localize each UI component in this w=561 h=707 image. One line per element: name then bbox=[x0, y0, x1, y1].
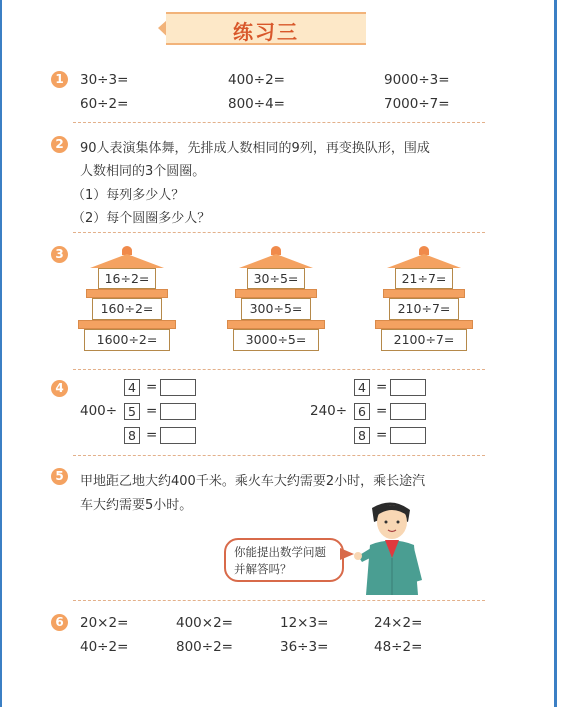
ex6-item: 24×2= bbox=[374, 615, 423, 631]
tier-label: 30÷5= bbox=[253, 271, 299, 286]
ex6-item: 12×3= bbox=[280, 615, 329, 631]
pagoda-roof bbox=[239, 254, 313, 268]
ex4-left-divisor: 8 bbox=[124, 427, 140, 444]
ex4-right-divisor: 8 bbox=[354, 427, 370, 444]
equals-sign: = bbox=[146, 427, 158, 443]
pagoda-roof bbox=[387, 254, 461, 268]
exercise-5-number: 5 bbox=[51, 468, 68, 485]
pagoda-2 bbox=[221, 246, 331, 366]
page-frame-left bbox=[0, 0, 2, 707]
tier-label: 1600÷2= bbox=[96, 332, 158, 347]
answer-blank[interactable] bbox=[390, 427, 426, 444]
tier-label: 16÷2= bbox=[104, 271, 150, 286]
exercise-6-number: 6 bbox=[51, 614, 68, 631]
exercise-3-number: 3 bbox=[51, 246, 68, 263]
ex6-item: 48÷2= bbox=[374, 639, 423, 655]
pagoda-tier bbox=[395, 268, 453, 289]
ex1-item: 7000÷7= bbox=[384, 96, 450, 112]
ex1-item: 800÷4= bbox=[228, 96, 285, 112]
page-frame-right bbox=[554, 0, 557, 707]
ex4-left-divisor: 4 bbox=[124, 379, 140, 396]
ex5-text-line1: 甲地距乙地大约400千米。乘火车大约需要2小时，乘长途汽 bbox=[80, 474, 426, 489]
ex6-item: 400×2= bbox=[176, 615, 233, 631]
pagoda-eave bbox=[86, 289, 168, 298]
pagoda-eave bbox=[375, 320, 473, 329]
ex1-item: 400÷2= bbox=[228, 72, 285, 88]
tier-label: 3000÷5= bbox=[245, 332, 307, 347]
exercise-2-number: 2 bbox=[51, 136, 68, 153]
equals-sign: = bbox=[376, 403, 388, 419]
separator bbox=[73, 369, 485, 370]
answer-blank[interactable] bbox=[160, 427, 196, 444]
answer-blank[interactable] bbox=[160, 379, 196, 396]
answer-blank[interactable] bbox=[390, 379, 426, 396]
tier-label: 21÷7= bbox=[401, 271, 447, 286]
pagoda-3 bbox=[369, 246, 479, 366]
ex4-left-divisor: 5 bbox=[124, 403, 140, 420]
ex1-item: 9000÷3= bbox=[384, 72, 450, 88]
answer-blank[interactable] bbox=[390, 403, 426, 420]
pagoda-tier bbox=[247, 268, 305, 289]
bubble-line2: 并解答吗？ bbox=[234, 562, 292, 576]
ex2-text-line2: 人数相同的3个圆圈。 bbox=[80, 164, 206, 179]
answer-blank[interactable] bbox=[160, 403, 196, 420]
ex6-item: 40÷2= bbox=[80, 639, 129, 655]
separator bbox=[73, 232, 485, 233]
speech-bubble bbox=[224, 538, 344, 582]
pagoda-tier bbox=[98, 268, 156, 289]
ex6-item: 20×2= bbox=[80, 615, 129, 631]
student-illustration bbox=[352, 500, 432, 595]
ex1-item: 30÷3= bbox=[80, 72, 129, 88]
ex1-item: 60÷2= bbox=[80, 96, 129, 112]
ex4-right-dividend: 240÷ bbox=[310, 403, 348, 419]
pagoda-tier bbox=[84, 329, 170, 351]
pagoda-eave bbox=[383, 289, 465, 298]
page-title: 练习三 bbox=[233, 20, 299, 44]
ex5-text-line2: 车大约需要5小时。 bbox=[80, 498, 193, 513]
equals-sign: = bbox=[146, 403, 158, 419]
tier-label: 2100÷7= bbox=[393, 332, 455, 347]
pagoda-tier bbox=[92, 298, 162, 320]
ex4-right-divisor: 6 bbox=[354, 403, 370, 420]
equals-sign: = bbox=[376, 427, 388, 443]
bubble-line1: 你能提出数学问题 bbox=[234, 545, 326, 559]
ex6-item: 36÷3= bbox=[280, 639, 329, 655]
separator bbox=[73, 455, 485, 456]
separator bbox=[73, 600, 485, 601]
ex2-question-1: （1）每列多少人？ bbox=[72, 188, 185, 203]
pagoda-tier bbox=[241, 298, 311, 320]
pagoda-tier bbox=[389, 298, 459, 320]
pagoda-tier bbox=[233, 329, 319, 351]
pagoda-eave bbox=[227, 320, 325, 329]
equals-sign: = bbox=[146, 379, 158, 395]
tier-label: 210÷7= bbox=[397, 301, 451, 316]
ex2-text-line1: 90人表演集体舞，先排成人数相同的9列，再变换队形，围成 bbox=[80, 141, 430, 156]
tier-label: 160÷2= bbox=[100, 301, 154, 316]
ex4-left-dividend: 400÷ bbox=[80, 403, 118, 419]
tier-label: 300÷5= bbox=[249, 301, 303, 316]
ex6-item: 800÷2= bbox=[176, 639, 233, 655]
equals-sign: = bbox=[376, 379, 388, 395]
exercise-1-number: 1 bbox=[51, 71, 68, 88]
pagoda-1 bbox=[72, 246, 182, 366]
ex4-right-divisor: 4 bbox=[354, 379, 370, 396]
ex2-question-2: （2）每个圆圈多少人？ bbox=[72, 211, 211, 226]
pagoda-tier bbox=[381, 329, 467, 351]
pagoda-eave bbox=[78, 320, 176, 329]
separator bbox=[73, 122, 485, 123]
exercise-4-number: 4 bbox=[51, 380, 68, 397]
pagoda-eave bbox=[235, 289, 317, 298]
pagoda-roof bbox=[90, 254, 164, 268]
title-banner bbox=[166, 12, 366, 45]
